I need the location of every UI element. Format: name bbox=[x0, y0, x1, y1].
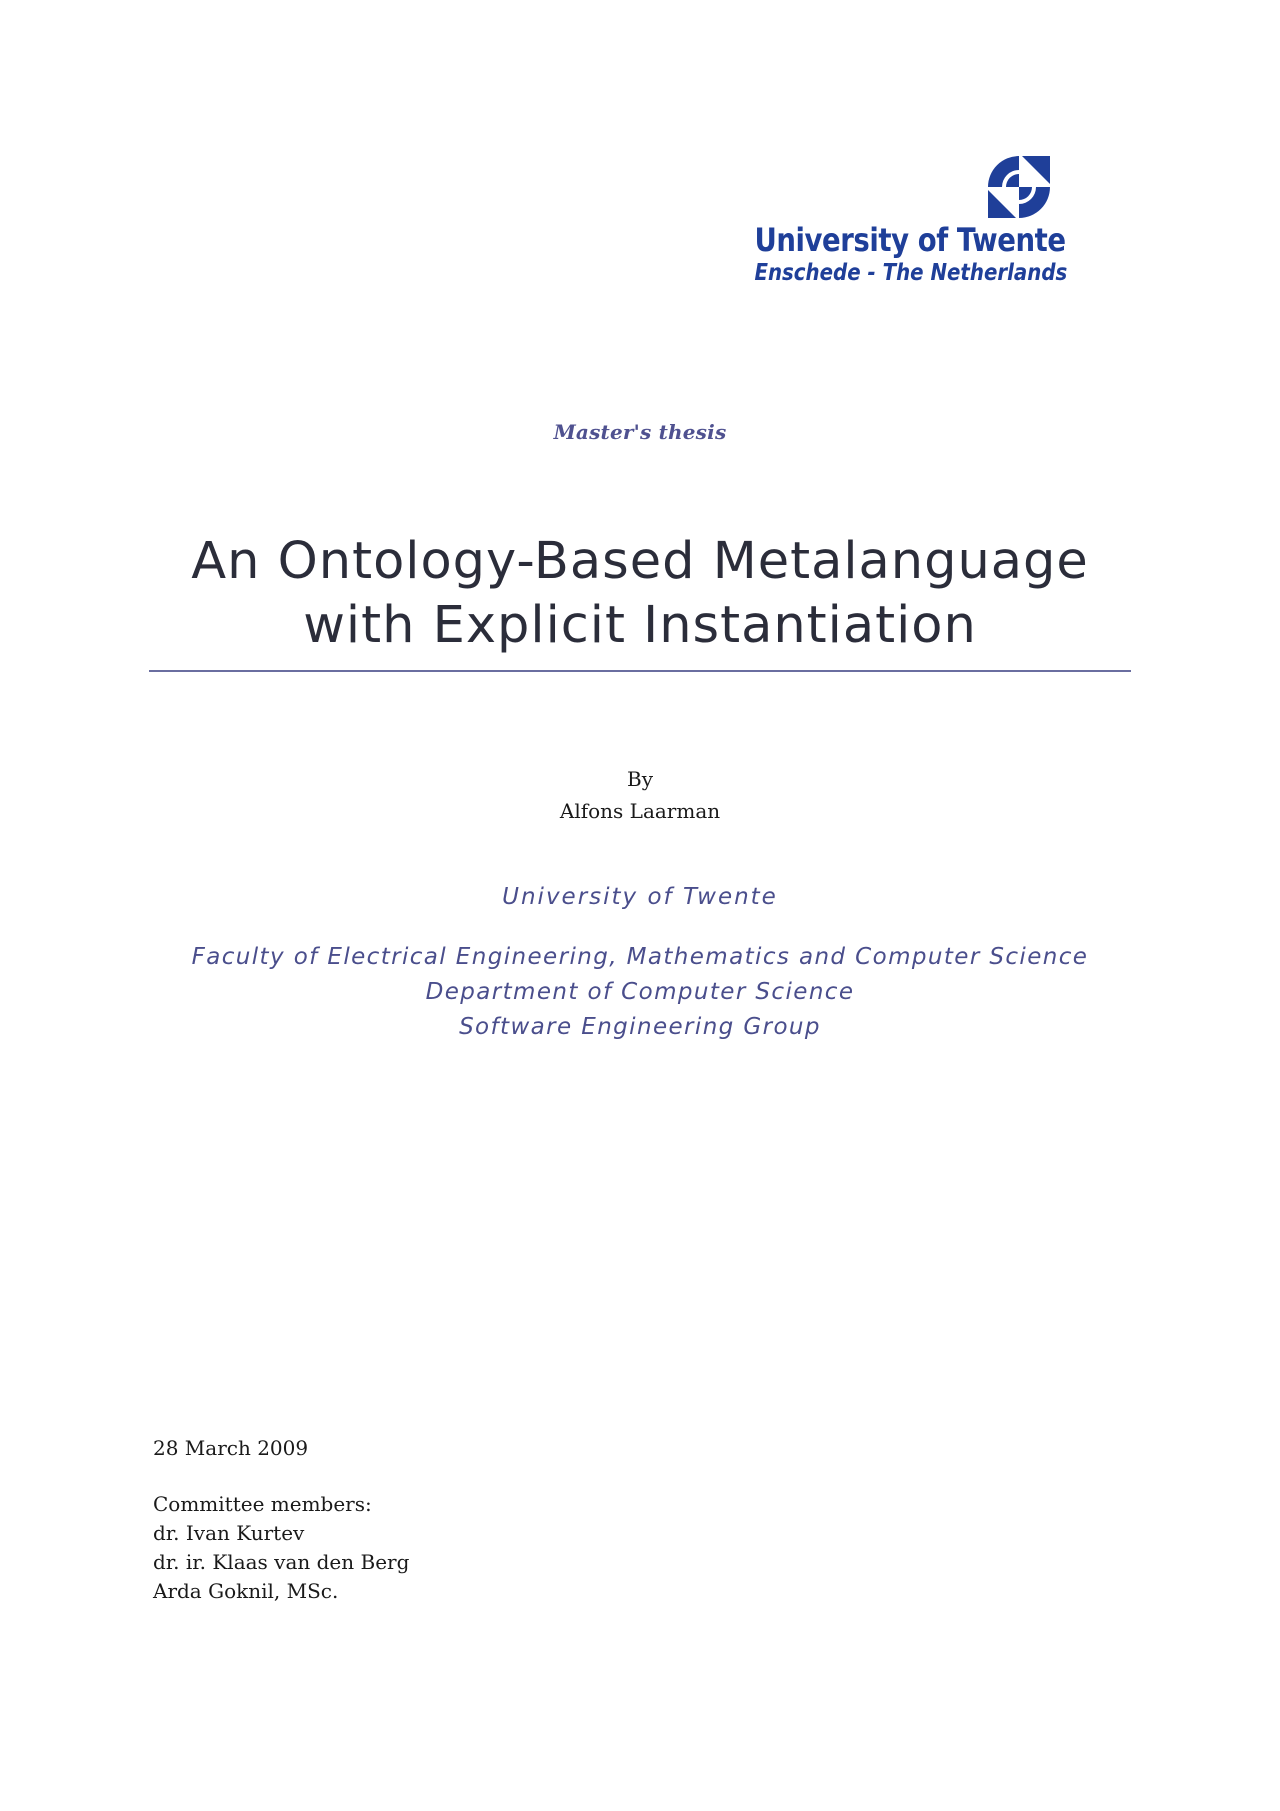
title-divider bbox=[149, 670, 1131, 672]
by-label: By bbox=[627, 767, 653, 791]
university-logo bbox=[706, 152, 1068, 292]
thesis-type-label: Master's thesis bbox=[553, 420, 727, 444]
thesis-date: 28 March 2009 bbox=[153, 1436, 309, 1460]
university-name: University of Twente bbox=[502, 884, 778, 910]
title-line-1: An Ontology-Based Metalanguage bbox=[191, 532, 1089, 591]
thesis-title bbox=[0, 530, 1280, 658]
committee-member: Arda Goknil, MSc. bbox=[153, 1579, 339, 1603]
group-name: Software Engineering Group bbox=[459, 1014, 821, 1040]
committee-member: dr. Ivan Kurtev bbox=[153, 1521, 305, 1545]
logo-location: Enschede - The Netherlands bbox=[754, 260, 1068, 286]
byline bbox=[0, 763, 1280, 827]
affiliation-block bbox=[0, 940, 1280, 1045]
faculty-name: Faculty of Electrical Engineering, Mathematics and Computer Science bbox=[191, 944, 1089, 970]
title-line-2: with Explicit Instantiation bbox=[303, 596, 977, 655]
committee-label: Committee members: bbox=[153, 1492, 372, 1516]
committee-block bbox=[153, 1490, 409, 1606]
department-name: Department of Computer Science bbox=[425, 979, 855, 1005]
logo-university-name: University of Twente bbox=[754, 221, 1066, 259]
author-name: Alfons Laarman bbox=[559, 799, 721, 823]
university-of-twente-logo-icon bbox=[988, 156, 1050, 218]
committee-member: dr. ir. Klaas van den Berg bbox=[153, 1550, 410, 1574]
